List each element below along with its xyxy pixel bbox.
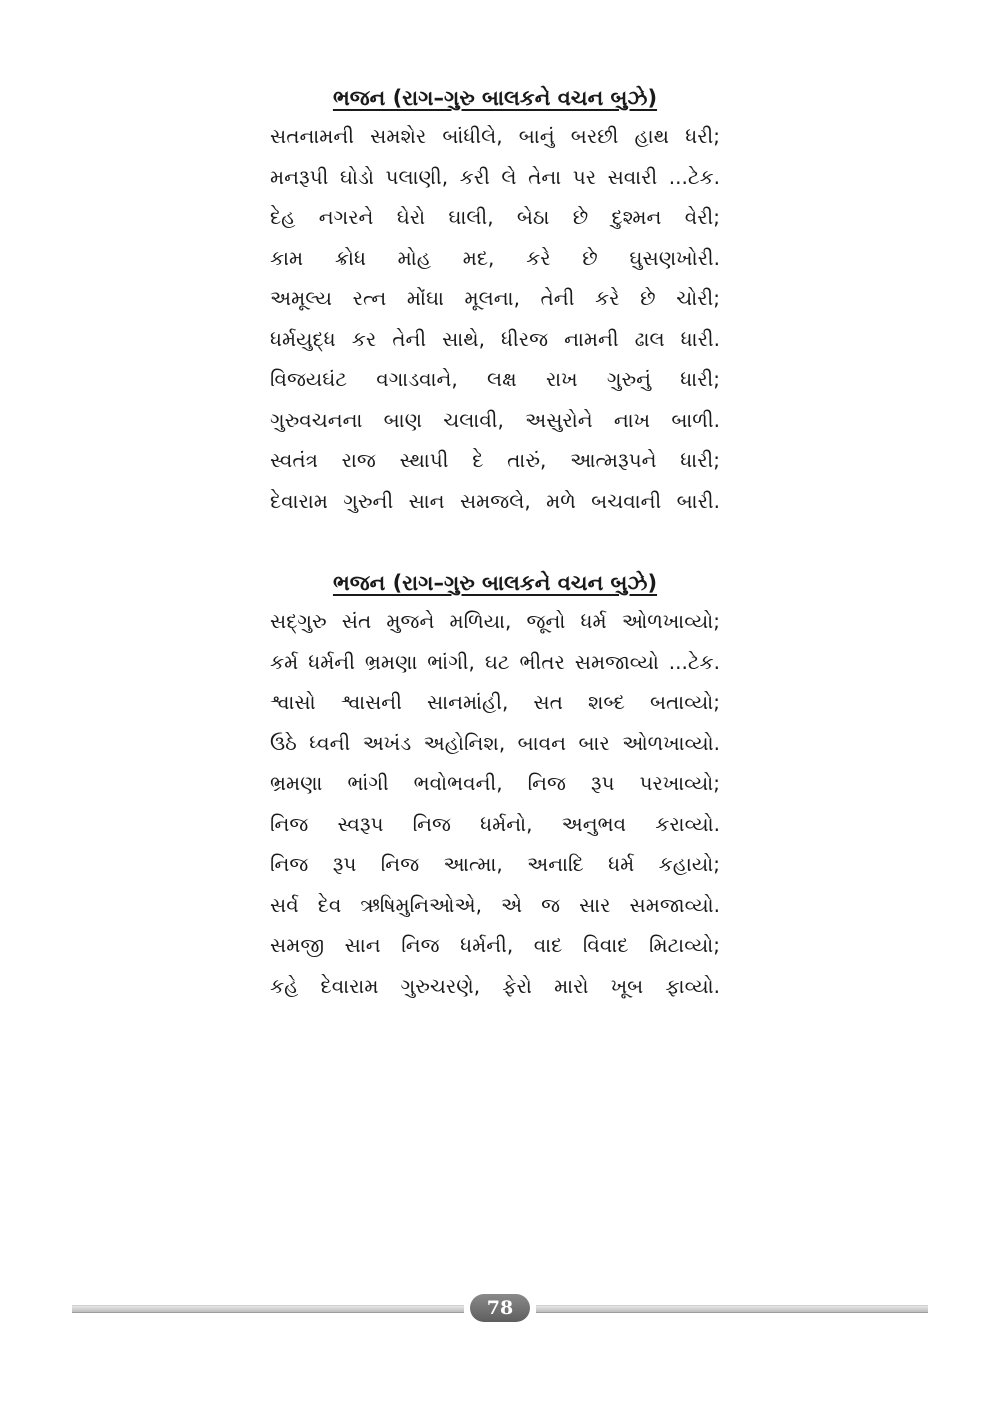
verse-line: વિજયઘંટ વગાડવાને, લક્ષ રાખ ગુરુનું ધારી; [270,367,720,391]
page-footer [72,1294,928,1324]
verse-line: કર્મ ધર્મની ભ્રમણા ભાંગી, ઘટ ભીતર સમજાવ્યો ...ટેક. [270,649,720,674]
verse-line: સ્વતંત્ર રાજ સ્થાપી દે તારું, આત્મરૂપને ધારી; [270,448,720,472]
verse-block [270,601,720,1006]
footer-rule-left [72,1305,464,1313]
bhajan-title: ભજન (રાગ–ગુરુ બાલકને વચન બુઝે) [332,86,658,110]
verse-line: નિજ રૂપ નિજ આત્મા, અનાદિ ધર્મ કહાયો; [270,852,720,876]
verse-line: દેવારામ ગુરુની સાન સમજલે, મળે બચવાની બારી. [270,488,720,513]
verse-line: સમજી સાન નિજ ધર્મની, વાદ વિવાદ મિટાવ્યો; [270,933,720,957]
page-number: 78 [470,1294,530,1322]
verse-line: શ્વાસો શ્વાસની સાનમાંહી, સત શબ્દ બતાવ્યો; [270,690,720,714]
verse-line: નિજ સ્વરૂપ નિજ ધર્મનો, અનુભવ કરાવ્યો. [270,811,720,836]
bhajan-section-1 [270,82,720,521]
verse-line: અમૂલ્ય રત્ન મોંઘા મૂલના, તેની કરે છે ચોરી; [270,286,720,310]
bhajan-section-2 [270,567,720,1006]
verse-line: ધર્મયુદ્ધ કર તેની સાથે, ધીરજ નામની ઢાલ ધારી. [270,326,720,351]
verse-line: સર્વ દેવ ઋષિમુનિઓએ, એ જ સાર સમજાવ્યો. [270,892,720,917]
verse-block [270,116,720,521]
verse-line: મનરૂપી ઘોડો પલાણી, કરી લે તેના પર સવારી ...ટેક. [270,164,720,189]
verse-line: ગુરુવચનના બાણ ચલાવી, અસુરોને નાખ બાળી. [270,407,720,432]
verse-line: કહે દેવારામ ગુરુચરણે, ફેરો મારો ખૂબ ફાવ્યો. [270,973,720,998]
verse-line: કામ ક્રોધ મોહ મદ, કરે છે ઘુસણખોરી. [270,245,720,270]
verse-line: સતનામની સમશેર બાંધીલે, બાનું બરછી હાથ ધરી; [270,124,720,148]
bhajan-title: ભજન (રાગ–ગુરુ બાલકને વચન બુઝે) [332,571,658,595]
verse-line: દેહ નગરને ઘેરો ઘાલી, બેઠા છે દુશ્મન વેરી; [270,205,720,229]
verse-line: ઉઠે ધ્વની અખંડ અહોનિશ, બાવન બાર ઓળખાવ્યો. [270,730,720,755]
footer-rule-right [536,1305,928,1313]
verse-line: સદ્‌ગુરુ સંત મુજને મળિયા, જૂનો ધર્મ ઓળખાવ્યો; [270,609,720,633]
verse-line: ભ્રમણા ભાંગી ભવોભવની, નિજ રૂપ પરખાવ્યો; [270,771,720,795]
